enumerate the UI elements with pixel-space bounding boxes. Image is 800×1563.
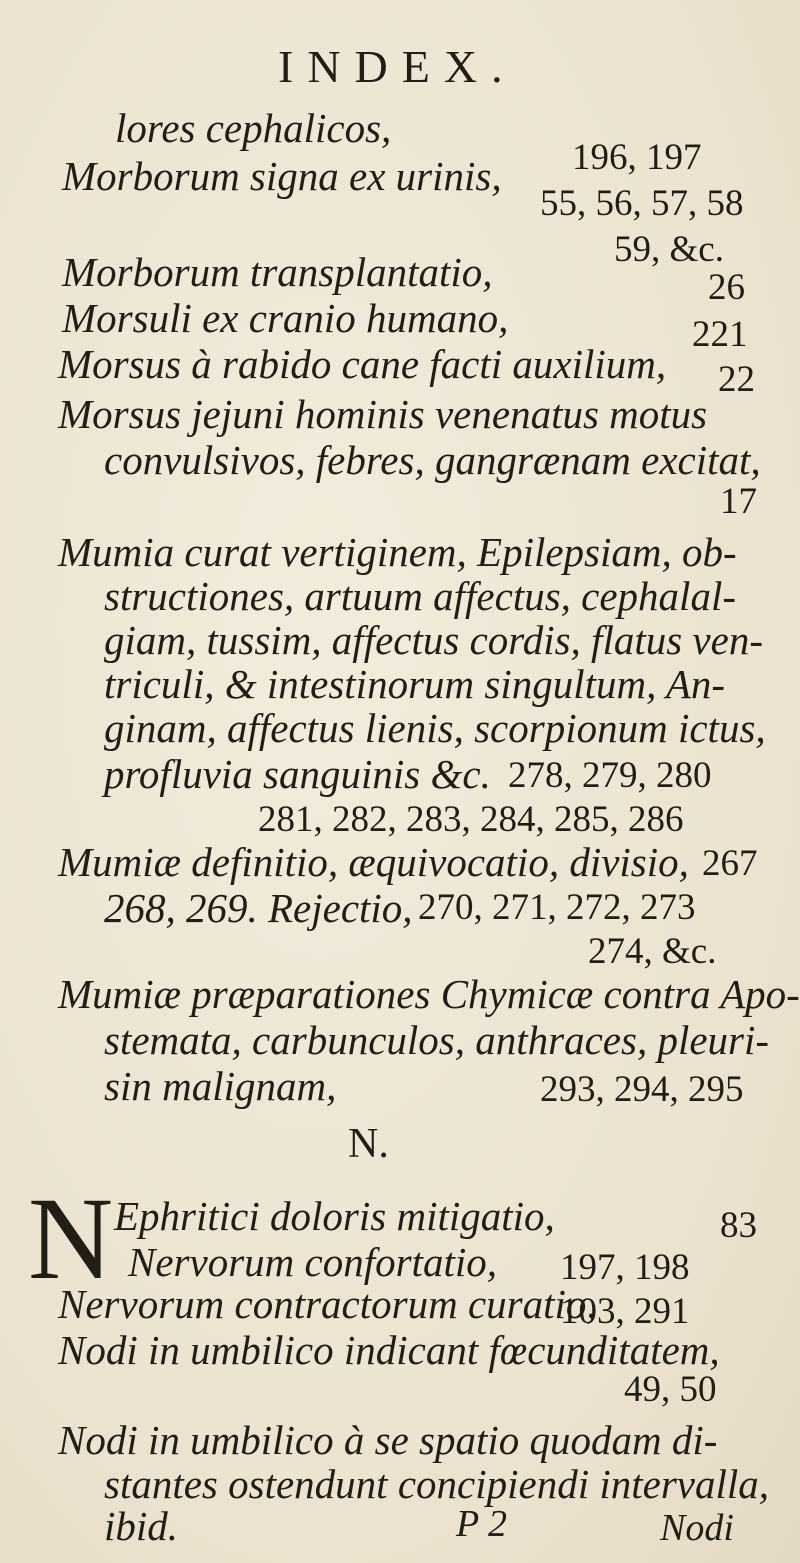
entry-text: Nodi in umbilico à se spatio quodam di- [58,1417,718,1463]
catchword: Nodi [660,1507,734,1549]
entry-pages: 196, 197 [572,137,702,178]
entry-text: structiones, artuum affectus, cephalal- [104,573,736,619]
entry-continuation: 49, 50 [624,1369,717,1410]
entry-text: profluvia sanguinis &c. [104,751,491,797]
entry-pages: 83 [720,1205,757,1246]
entry-text: sin malignam, [104,1063,337,1109]
entry-pages: 267 [702,843,758,884]
drop-cap: N [28,1173,114,1304]
entry-text: Mumiæ præparationes Chymicæ contra Apo- [58,971,800,1017]
entry-pages: 293, 294, 295 [540,1069,744,1110]
entry-pages: 26 [708,267,745,308]
entry-text: Morsuli ex cranio humano, [62,295,509,341]
entry-text: Morsus à rabido cane facti auxilium, [58,341,667,387]
entry-text: lores cephalicos, [115,105,392,151]
entry-text: stemata, carbunculos, anthraces, pleuri- [104,1017,770,1063]
entry-text: giam, tussim, affectus cordis, flatus ven- [104,617,763,663]
entry-text: Nodi in umbilico indicant fœcunditatem, [58,1327,720,1373]
entry-pages: 221 [692,314,748,355]
entry-pages: 55, 56, 57, 58 [540,183,744,224]
entry-text: Mumiæ definitio, æquivocatio, divisio, [58,839,689,885]
entry-text: 268, 269. Rejectio, [104,885,413,931]
entry-text: Mumia curat vertiginem, Epilepsiam, ob- [58,529,737,575]
entry-continuation: 17 [720,481,757,522]
entry-text: Ephritici doloris mitigatio, [114,1193,555,1239]
entry-continuation: 59, &c. [614,229,724,270]
entry-continuation: 281, 282, 283, 284, 285, 286 [258,799,684,840]
entry-pages: 270, 271, 272, 273 [418,887,696,928]
signature-mark: P 2 [456,1503,508,1545]
entry-pages: 103, 291 [560,1291,690,1332]
entry-text: Nervorum confortatio, [128,1239,497,1285]
entry-continuation: 274, &c. [588,931,717,972]
entry-text: triculi, & intestinorum singultum, An- [104,661,726,707]
section-heading: N. [348,1121,389,1167]
entry-text: stantes ostendunt concipiendi intervalla, [104,1461,770,1507]
entry-pages: 197, 198 [560,1247,690,1288]
entry-text: Morborum transplantatio, [62,249,493,295]
entry-text: Morsus jejuni hominis venenatus motus [58,391,708,437]
page-header: INDEX. [278,41,517,92]
entry-pages: 278, 279, 280 [508,755,712,796]
entry-text: Nervorum contractorum curatio, [58,1281,597,1327]
entry-text: ibid. [104,1503,179,1549]
entry-pages: 22 [718,359,755,400]
entry-text: Morborum signa ex urinis, [62,153,502,199]
entry-text: ginam, affectus lienis, scorpionum ictus, [104,705,766,751]
entry-text: convulsivos, febres, gangrænam excitat, [104,437,761,483]
